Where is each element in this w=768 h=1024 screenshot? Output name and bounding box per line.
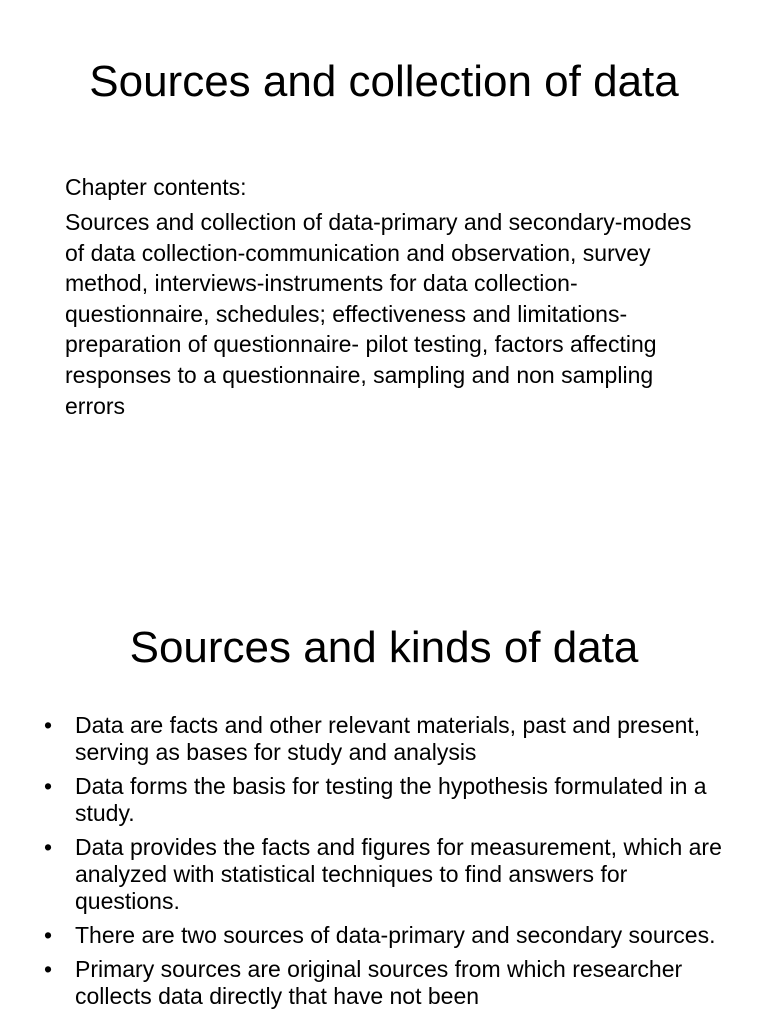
bullet-item <box>0 956 768 1010</box>
bullet-item <box>0 834 768 915</box>
chapter-contents-text: Sources and collection of data-primary and secondary-modes of data collection-communication and observation, survey method, interviews-instruments for data collection-questionnaire, schedules; effectiveness and limitations- preparation of questionnaire- pilot testing, factors affecting responses to a questionnaire, sampling and non sampling errors <box>65 209 692 419</box>
bullet-text: Data forms the basis for testing the hypothesis formulated in a study. <box>75 773 707 826</box>
slide-title-sources-kinds: Sources and kinds of data <box>129 623 639 672</box>
bullet-list <box>0 712 768 1017</box>
bullet-dot-icon: • <box>44 834 53 860</box>
bullet-dot-icon: • <box>44 773 53 799</box>
bullet-item <box>0 922 768 949</box>
bullet-dot-icon: • <box>44 956 53 982</box>
chapter-contents-heading: Chapter contents: <box>65 174 247 200</box>
bullet-text: Primary sources are original sources from which researcher collects data directly that have not been <box>75 956 683 1009</box>
bullet-text: Data provides the facts and figures for measurement, which are analyzed with statistical techniques to find answers for questions. <box>75 834 722 914</box>
bullet-item <box>0 712 768 766</box>
bullet-text: Data are facts and other relevant materials, past and present, serving as bases for study and analysis <box>75 712 701 765</box>
bullet-dot-icon: • <box>44 712 53 738</box>
bullet-item <box>0 773 768 827</box>
bullet-text: There are two sources of data-primary and secondary sources. <box>75 922 716 948</box>
bullet-dot-icon: • <box>44 922 53 948</box>
slide-title-sources-collection: Sources and collection of data <box>89 57 679 106</box>
